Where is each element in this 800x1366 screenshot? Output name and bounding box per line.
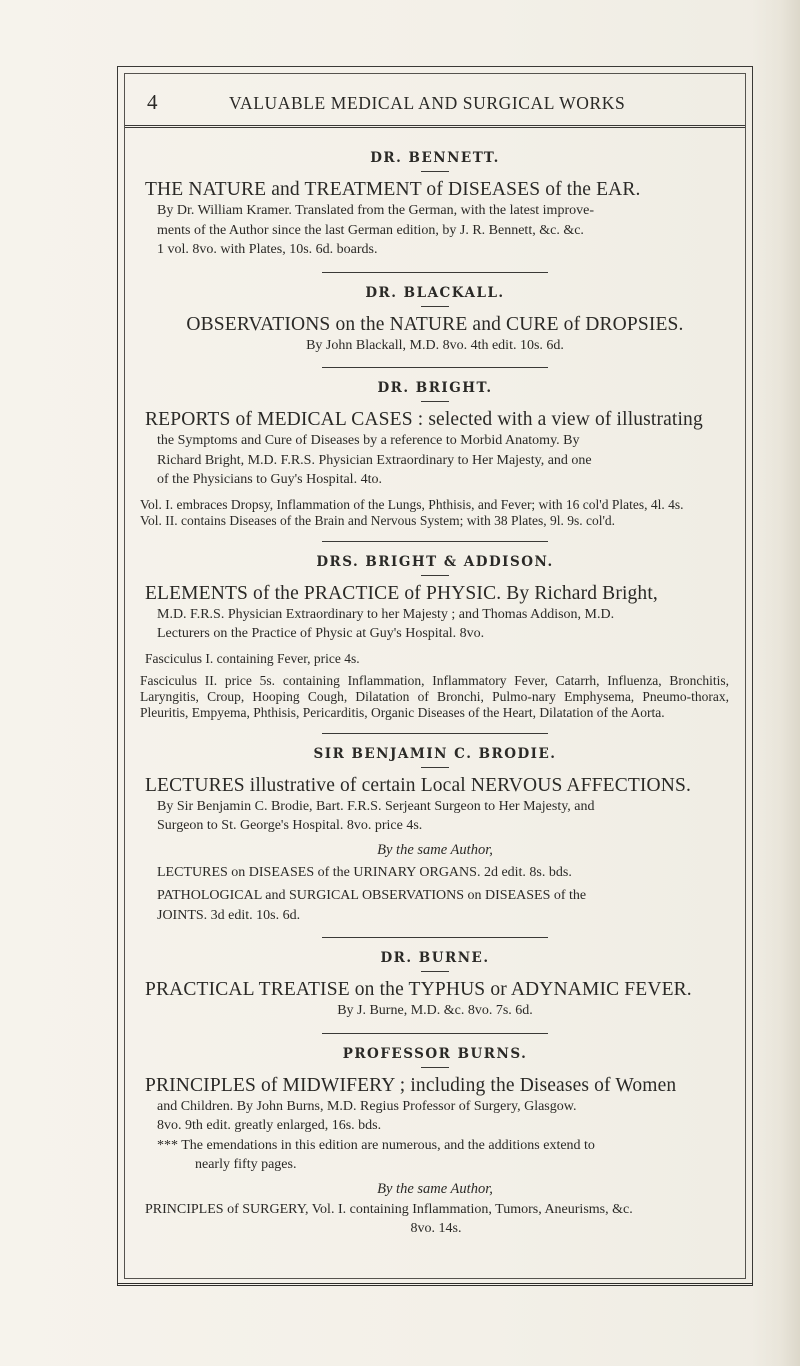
description: [135, 201, 735, 260]
description: [135, 1097, 735, 1136]
entry-bright: [135, 380, 735, 542]
other-work-line: JOINTS. 3d edit. 10s. 6d.: [157, 907, 301, 923]
other-works: [135, 1200, 735, 1239]
page-number: 4: [147, 90, 158, 114]
heading-underline: [421, 171, 449, 172]
heading-underline: [421, 575, 449, 576]
description-line: Surgeon to St. George's Hospital. 8vo. price 4s.: [157, 818, 423, 833]
section-separator: [322, 937, 548, 938]
fasciculus-note: Fasciculus I. containing Fever, price 4s.: [145, 650, 360, 666]
work-title: ELEMENTS of the PRACTICE of PHYSIC. By Richard Bright,: [145, 582, 658, 604]
description-line: Richard Bright, M.D. F.R.S. Physician Extraordinary to Her Majesty, and one: [157, 452, 592, 468]
section-separator: [322, 733, 548, 734]
heading-underline: [421, 767, 449, 768]
fasciculus-notes: [135, 651, 735, 721]
section-separator: [322, 541, 548, 542]
running-title: VALUABLE MEDICAL AND SURGICAL WORKS: [229, 93, 626, 113]
description-line: of the Physicians to Guy's Hospital. 4to.: [157, 472, 382, 487]
description-line: By John Blackall, M.D. 8vo. 4th edit. 10s. 6d.: [306, 337, 564, 353]
author-heading: DR. BENNETT.: [370, 150, 500, 166]
other-work-line: LECTURES on DISEASES of the URINARY ORGANS. 2d edit. 8s. bds.: [157, 864, 572, 880]
entry-burne: [135, 950, 735, 1034]
description-line: M.D. F.R.S. Physician Extraordinary to her Majesty ; and Thomas Addison, M.D.: [157, 606, 615, 622]
volume-note: Vol. I. embraces Dropsy, Inflammation of the Lungs, Phthisis, and Fever; with 16 col'd Plates, 4l. 4s.: [140, 496, 684, 512]
header-rule: [125, 125, 745, 128]
heading-underline: [421, 1067, 449, 1068]
description: [135, 336, 735, 356]
heading-underline: [421, 971, 449, 972]
work-title: OBSERVATIONS on the NATURE and CURE of DROPSIES.: [186, 313, 684, 335]
volume-note: Vol. II. contains Diseases of the Brain and Nervous System; with 38 Plates, 9l. 9s. col'd.: [140, 512, 615, 528]
author-heading: DR. BURNE.: [380, 950, 490, 966]
description: [135, 797, 735, 836]
entry-blackall: [135, 285, 735, 369]
description-line: By J. Burne, M.D. &c. 8vo. 7s. 6d.: [337, 1003, 533, 1018]
section-separator: [322, 1033, 548, 1034]
running-header: [147, 86, 747, 126]
section-separator: [322, 367, 548, 368]
description: [135, 431, 735, 490]
asterism-note-line: nearly fifty pages.: [195, 1157, 297, 1172]
entry-bennett: [135, 150, 735, 273]
description-line: By Sir Benjamin C. Brodie, Bart. F.R.S. Serjeant Surgeon to Her Majesty, and: [157, 798, 595, 814]
description-line: Lecturers on the Practice of Physic at Guy's Hospital. 8vo.: [157, 626, 485, 641]
author-heading: DR. BRIGHT.: [377, 380, 493, 396]
description-line: and Children. By John Burns, M.D. Regius Professor of Surgery, Glasgow.: [157, 1098, 577, 1114]
work-title: THE NATURE and TREATMENT of DISEASES of the EAR.: [145, 179, 641, 200]
entry-burns: [135, 1046, 735, 1239]
other-work-line: 8vo. 14s.: [410, 1221, 462, 1236]
description-line: the Symptoms and Cure of Diseases by a reference to Morbid Anatomy. By: [157, 433, 580, 448]
description-line: 8vo. 9th edit. greatly enlarged, 16s. bds.: [157, 1118, 382, 1133]
heading-underline: [421, 306, 449, 307]
page-edge-shadow: [752, 0, 800, 1366]
bottom-rule: [117, 1283, 753, 1286]
description-line: ments of the Author since the last German edition, by J. R. Bennett, &c. &c.: [157, 222, 584, 238]
asterism-note: [135, 1136, 735, 1175]
same-author-heading: By the same Author,: [377, 841, 493, 858]
work-title: PRINCIPLES of MIDWIFERY ; including the Diseases of Women: [145, 1074, 677, 1096]
author-heading: DRS. BRIGHT & ADDISON.: [316, 553, 554, 570]
work-title: LECTURES illustrative of certain Local NERVOUS AFFECTIONS.: [145, 774, 692, 796]
other-work-line: PATHOLOGICAL and SURGICAL OBSERVATIONS on DISEASES of the: [157, 888, 587, 903]
author-heading: DR. BLACKALL.: [365, 284, 505, 301]
work-title: REPORTS of MEDICAL CASES : selected with a view of illustrating: [145, 409, 703, 430]
description: [135, 1001, 735, 1021]
author-heading: PROFESSOR BURNS.: [342, 1045, 528, 1062]
fasciculus-note: Fasciculus II. price 5s. containing Inflammation, Inflammatory Fever, Catarrh, Influenza, Bronchitis, Laryngitis, Croup, Hooping Cough, Dilatation of Bronchi, Pulmo-nary Emphysema, Pneumo-thorax, Pleuritis, Empyema, Phthisis, Pericarditis, Organic Diseases of the Heart, Dilatation of the Aorta.: [140, 672, 729, 720]
author-heading: SIR BENJAMIN C. BRODIE.: [313, 745, 557, 762]
heading-underline: [421, 401, 449, 402]
other-work-line: PRINCIPLES of SURGERY, Vol. I. containing Inflammation, Tumors, Aneurisms, &c.: [145, 1201, 633, 1217]
description-line: By Dr. William Kramer. Translated from the German, with the latest improve-: [157, 203, 594, 218]
section-separator: [322, 272, 548, 273]
same-author-heading: By the same Author,: [377, 1180, 493, 1197]
entry-bright-addison: [135, 554, 735, 734]
description: [135, 605, 735, 644]
description-line: 1 vol. 8vo. with Plates, 10s. 6d. boards.: [157, 242, 378, 257]
catalogue-content: [135, 138, 735, 1239]
volume-notes: [135, 497, 735, 529]
work-title: PRACTICAL TREATISE on the TYPHUS or ADYNAMIC FEVER.: [145, 979, 692, 1000]
asterism-note-line: *** The emendations in this edition are numerous, and the additions extend to: [157, 1137, 595, 1153]
other-works: [135, 863, 735, 926]
entry-brodie: [135, 746, 735, 939]
